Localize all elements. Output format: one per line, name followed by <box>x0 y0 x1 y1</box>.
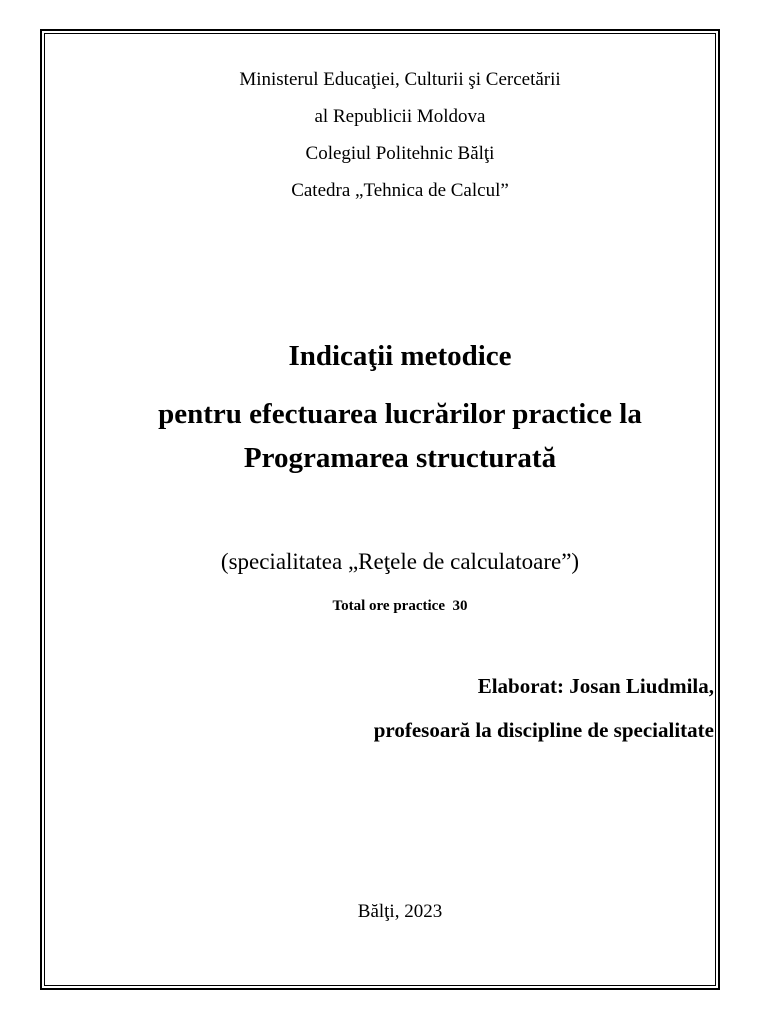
author-name: Elaborat: Josan Liudmila, <box>477 674 714 698</box>
document-title-line-1: Indicaţii metodice <box>288 340 512 372</box>
total-hours: Total ore practice 30 <box>332 598 468 614</box>
college-name: Colegiul Politehnic Bălţi <box>305 143 495 164</box>
document-title-line-3: Programarea structurată <box>243 442 557 474</box>
specialty-subtitle: (specialitatea „Reţele de calculatoare”) <box>220 549 580 574</box>
author-role: profesoară la discipline de specialitate <box>373 718 714 742</box>
page-border-inner <box>44 33 716 986</box>
place-and-year: Bălţi, 2023 <box>357 901 443 922</box>
country-name: al Republicii Moldova <box>314 106 486 127</box>
document-title-line-2: pentru efectuarea lucrărilor practice la <box>158 398 642 430</box>
ministry-name: Ministerul Educaţiei, Culturii şi Cercetării <box>239 69 561 90</box>
department-name: Catedra „Tehnica de Calcul” <box>291 180 509 201</box>
